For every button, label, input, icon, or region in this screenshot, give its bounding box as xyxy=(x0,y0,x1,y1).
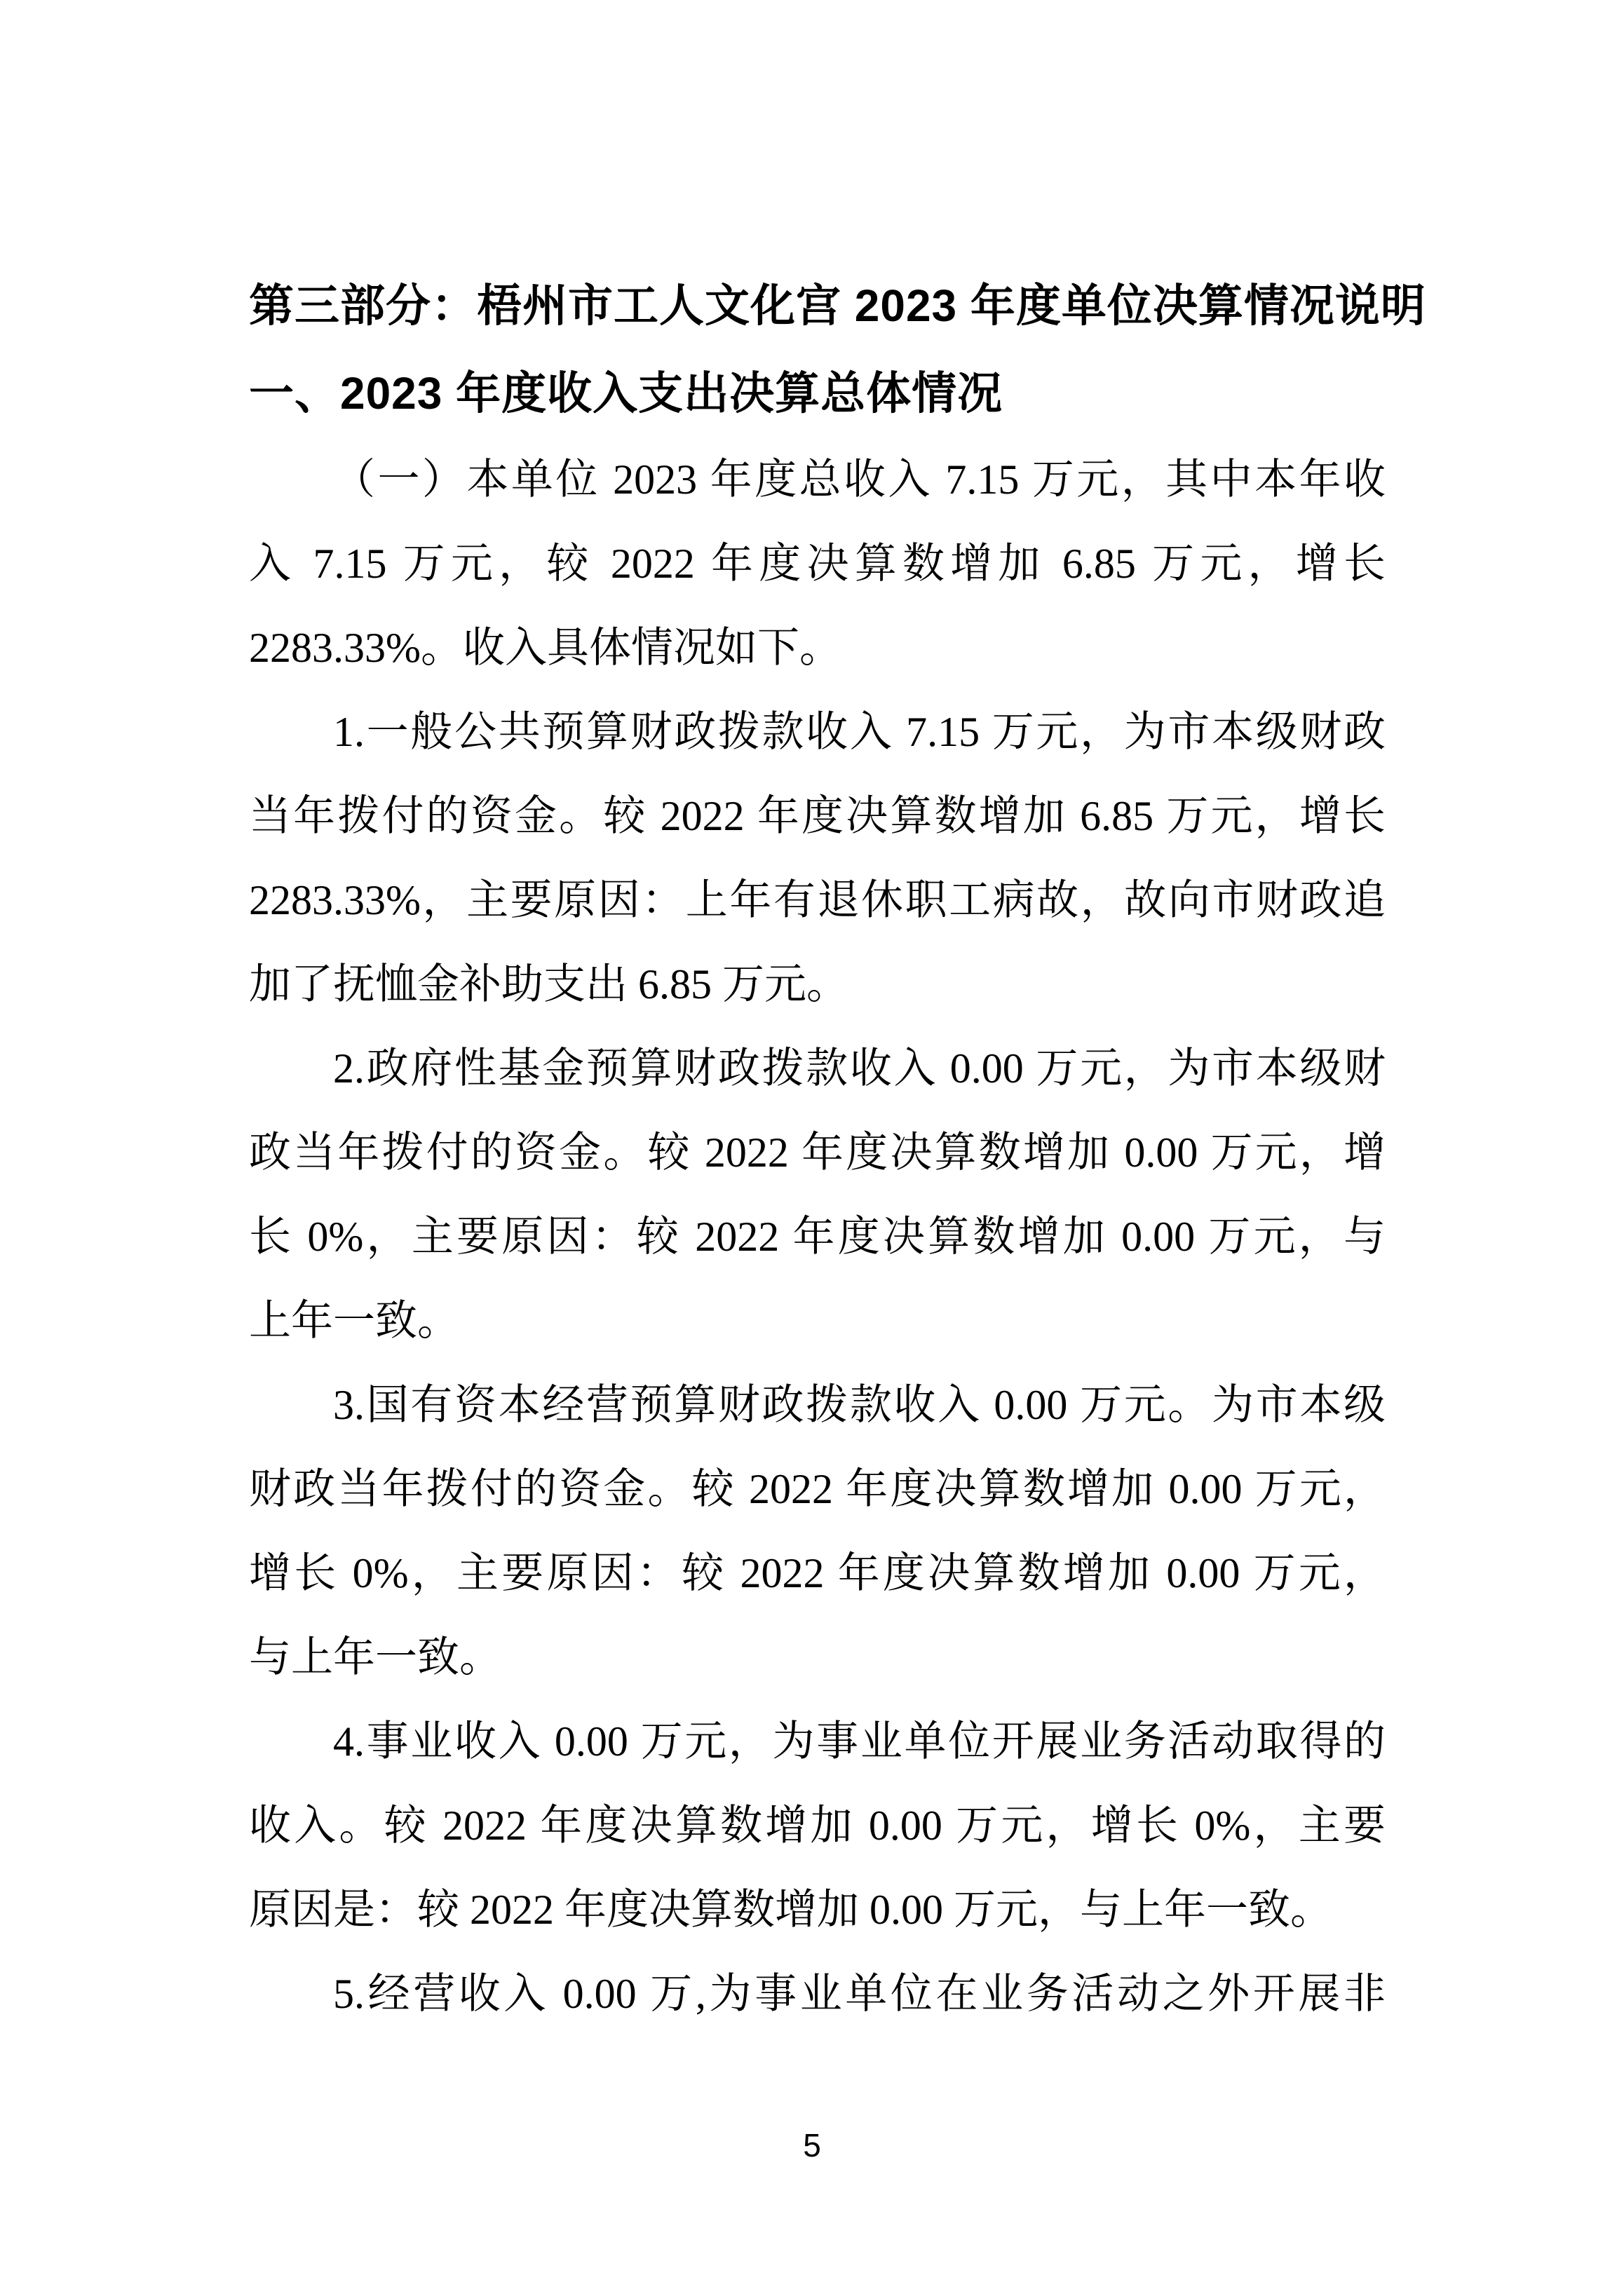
document-line: 1.一般公共预算财政拨款收入 7.15 万元，为市本级财政 xyxy=(333,709,1386,755)
document-line: 2283.33%，主要原因：上年有退休职工病故，故向市财政追 xyxy=(249,877,1386,923)
document-line: （一）本单位 2023 年度总收入 7.15 万元，其中本年收 xyxy=(333,456,1386,503)
document-line: 增长 0%，主要原因：较 2022 年度决算数增加 0.00 万元， xyxy=(249,1550,1386,1596)
document-line: 3.国有资本经营预算财政拨款收入 0.00 万元。为市本级 xyxy=(333,1382,1386,1428)
document-line: 原因是：较 2022 年度决算数增加 0.00 万元，与上年一致。 xyxy=(249,1887,1332,1933)
subsection-heading: 一、2023 年度收入支出决算总体情况 xyxy=(249,368,1003,419)
section-heading: 第三部分：梧州市工人文化宫 2023 年度单位决算情况说明 xyxy=(249,280,1426,331)
document-line: 财政当年拨付的资金。较 2022 年度决算数增加 0.00 万元， xyxy=(249,1466,1386,1512)
document-line: 4.事业收入 0.00 万元，为事业单位开展业务活动取得的 xyxy=(333,1718,1386,1765)
document-line: 入 7.15 万元，较 2022 年度决算数增加 6.85 万元，增长 xyxy=(249,541,1386,587)
document-line: 与上年一致。 xyxy=(249,1634,501,1680)
document-line: 当年拨付的资金。较 2022 年度决算数增加 6.85 万元，增长 xyxy=(249,793,1386,839)
document-line: 政当年拨付的资金。较 2022 年度决算数增加 0.00 万元，增 xyxy=(249,1129,1386,1176)
document-line: 加了抚恤金补助支出 6.85 万元。 xyxy=(249,961,848,1007)
document-line: 5.经营收入 0.00 万,为事业单位在业务活动之外开展非 xyxy=(333,1971,1386,2017)
document-line: 2.政府性基金预算财政拨款收入 0.00 万元，为市本级财 xyxy=(333,1045,1386,1092)
document-line: 2283.33%。收入具体情况如下。 xyxy=(249,625,841,671)
document-line: 长 0%，主要原因：较 2022 年度决算数增加 0.00 万元，与 xyxy=(249,1214,1386,1260)
page-number: 5 xyxy=(803,2127,821,2163)
document-line: 上年一致。 xyxy=(249,1298,459,1344)
document-line: 收入。较 2022 年度决算数增加 0.00 万元，增长 0%，主要 xyxy=(249,1802,1386,1849)
document-body xyxy=(249,262,1426,2036)
